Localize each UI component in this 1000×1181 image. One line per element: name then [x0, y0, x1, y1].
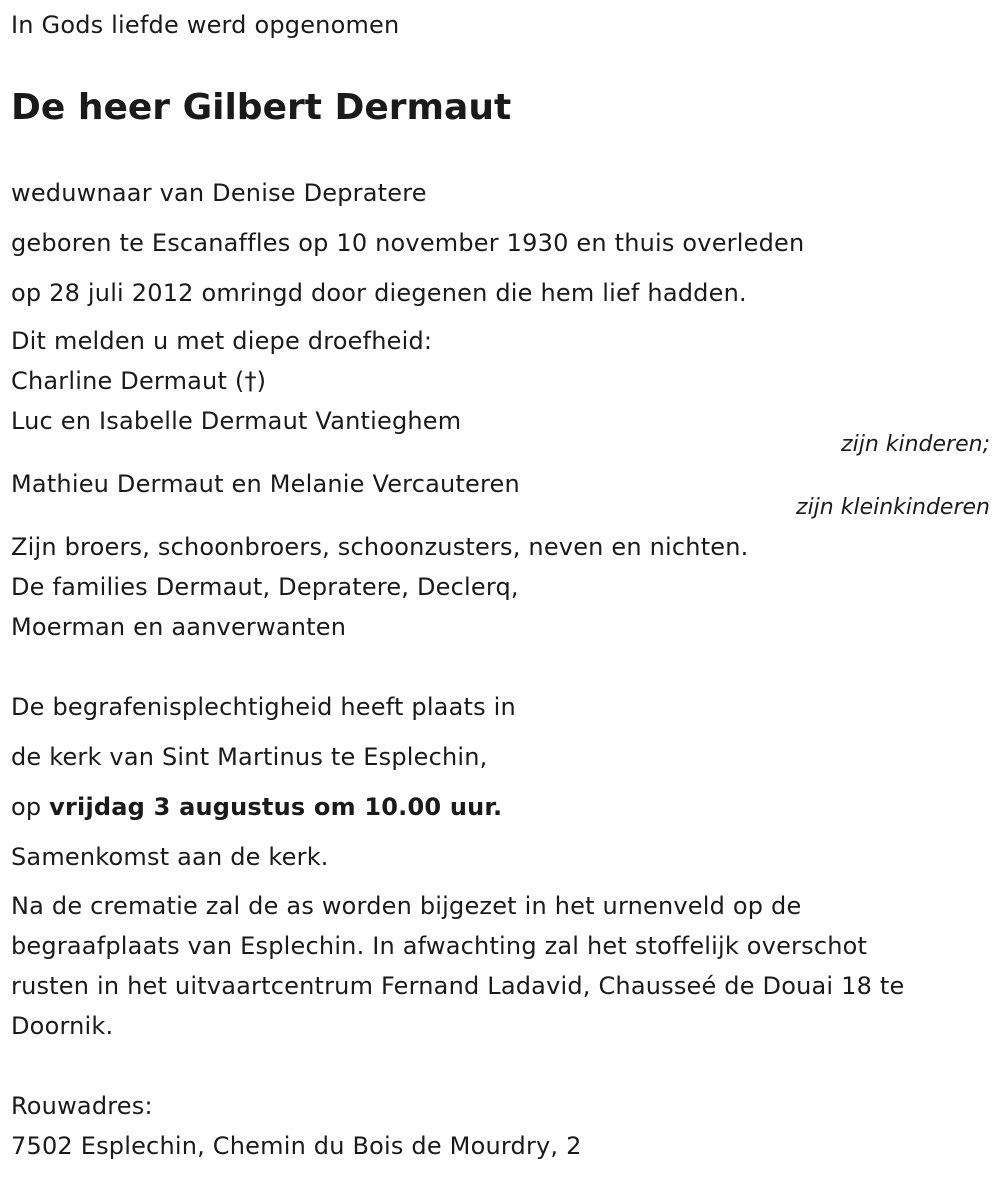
bio-line-1: weduwnaar van Denise Depratere [11, 179, 427, 207]
gathering-text: Samenkomst aan de kerk. [11, 843, 329, 871]
bio-line-3: op 28 juli 2012 omringd door diegenen die hem lief hadden. [11, 279, 747, 307]
cremation-line-2: begraafplaats van Esplechin. In afwachting zal het stoffelijk overschot [11, 932, 868, 960]
cremation-line-1: Na de crematie zal de as worden bijgezet in het urnenveld op de [11, 892, 802, 920]
cremation-line-4: Doornik. [11, 1012, 114, 1040]
child-2: Luc en Isabelle Dermaut Vantieghem [11, 407, 462, 435]
funeral-line-1: De begrafenisplechtigheid heeft plaats in [11, 693, 516, 721]
grandchild-1: Mathieu Dermaut en Melanie Vercauteren [11, 470, 520, 498]
funeral-prefix: op [11, 793, 42, 821]
deceased-name: De heer Gilbert Dermaut [11, 87, 512, 128]
address-value: 7502 Esplechin, Chemin du Bois de Mourdry, 2 [11, 1132, 582, 1160]
children-label: zijn kinderen; [841, 432, 990, 457]
funeral-datetime: vrijdag 3 augustus om 10.00 uur. [49, 793, 503, 821]
address-label: Rouwadres: [11, 1092, 153, 1120]
family-line-1: Zijn broers, schoonbroers, schoonzusters, neven en nichten. [11, 533, 749, 561]
bio-line-2: geboren te Escanaffles op 10 november 1930 en thuis overleden [11, 229, 805, 257]
cremation-line-3: rusten in het uitvaartcentrum Fernand Ladavid, Chausseé de Douai 18 te [11, 972, 905, 1000]
funeral-datetime-line [11, 792, 502, 822]
grandchildren-label: zijn kleinkinderen [796, 495, 990, 520]
announcement: Dit melden u met diepe droefheid: [11, 327, 433, 355]
funeral-line-2: de kerk van Sint Martinus te Esplechin, [11, 743, 488, 771]
family-line-3: Moerman en aanverwanten [11, 613, 347, 641]
intro-text: In Gods liefde werd opgenomen [11, 11, 400, 39]
family-line-2: De families Dermaut, Depratere, Declerq, [11, 573, 519, 601]
child-1: Charline Dermaut (†) [11, 367, 267, 395]
